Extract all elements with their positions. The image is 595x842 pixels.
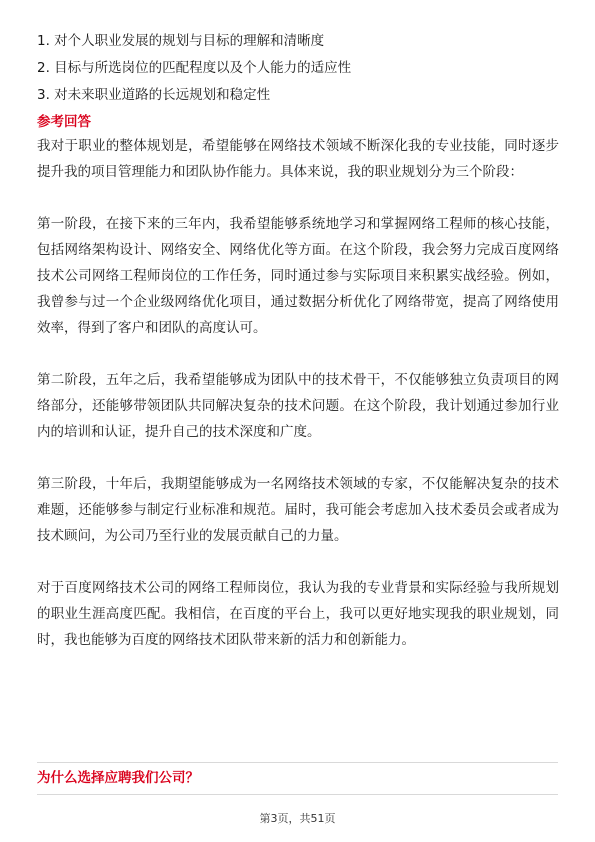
divider-top [37,762,558,763]
page-number-footer: 第3页，共51页 [259,812,336,825]
answer-paragraph-conclusion: 对于百度网络技术公司的网络工程师岗位，我认为我的专业背景和实际经验与我所规划的职业生涯高度匹配。我相信，在百度的平台上，我可以更好地实现我的职业规划，同时，我也能够为百度的网络技术团队带来新的活力和创新能力。 [37,580,559,648]
divider-bottom [37,794,558,795]
answer-paragraph-stage-1: 第一阶段，在接下来的三年内，我希望能够系统地学习和掌握网络工程师的核心技能，包括网络架构设计、网络安全、网络优化等方面。在这个阶段，我会努力完成百度网络技术公司网络工程师岗位的工作任务，同时通过参与实际项目来积累实战经验。例如，我曾参与过一个企业级网络优化项目，通过数据分析优化了网络带宽，提高了网络使用效率，得到了客户和团队的高度认可。 [37,216,559,336]
page-content [37,32,559,663]
next-question-heading: 为什么选择应聘我们公司？ [37,770,199,786]
answer-paragraph-intro: 我对于职业的整体规划是，希望能够在网络技术领域不断深化我的专业技能，同时逐步提升我的项目管理能力和团队协作能力。具体来说，我的职业规划分为三个阶段： [37,138,559,180]
answer-paragraph-stage-2: 第二阶段，五年之后，我希望能够成为团队中的技术骨干，不仅能够独立负责项目的网络部分，还能够带领团队共同解决复杂的技术问题。在这个阶段，我计划通过参加行业内的培训和认证，提升自己的技术深度和广度。 [37,372,559,440]
criteria-item-2: 2. 目标与所选岗位的匹配程度以及个人能力的适应性 [37,60,352,76]
reference-answer-heading: 参考回答 [37,114,91,130]
criteria-item-1: 1. 对个人职业发展的规划与目标的理解和清晰度 [37,33,325,49]
criteria-item-3: 3. 对未来职业道路的长远规划和稳定性 [37,87,271,103]
answer-paragraph-stage-3: 第三阶段，十年后，我期望能够成为一名网络技术领域的专家，不仅能解决复杂的技术难题，还能够参与制定行业标准和规范。届时，我可能会考虑加入技术委员会或者成为技术顾问，为公司乃至行业的发展贡献自己的力量。 [37,476,559,544]
